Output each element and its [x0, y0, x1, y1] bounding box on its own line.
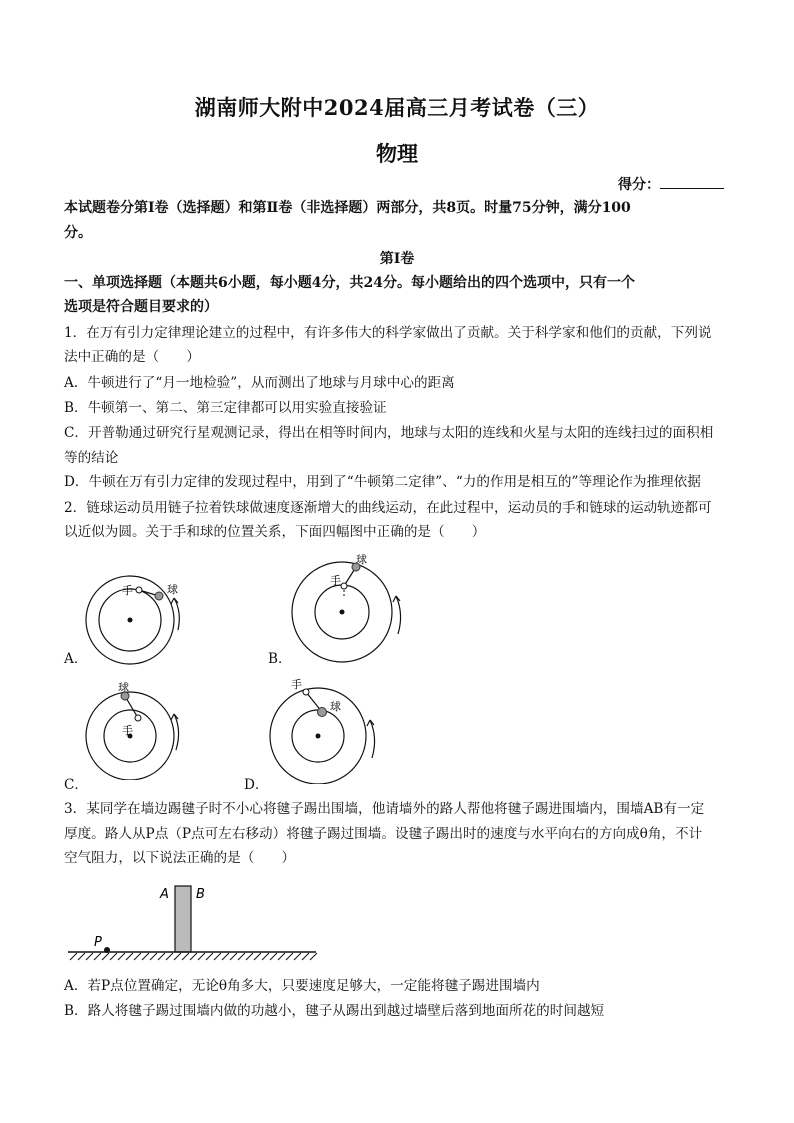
hand-label: 手 [330, 574, 341, 587]
hatch-mark [102, 953, 109, 960]
wall-ab [175, 886, 191, 952]
hatch-mark [246, 953, 253, 960]
hatch-mark [222, 953, 229, 960]
rotation-arrow [396, 596, 401, 634]
q2-figure-b [290, 552, 410, 668]
q3-stem-line-1: 3．某同学在墙边踢毽子时不小心将毽子踢出围墙，他请墙外的路人帮他将毽子踢进围墙内，围墙AB有一定 [64, 801, 705, 817]
center-dot [128, 618, 133, 623]
hatch-mark [182, 953, 189, 960]
q3-stem-line-3: 空气阻力，以下说法正确的是（ ） [64, 850, 296, 866]
point-p [104, 947, 110, 953]
ball-label: 球 [330, 700, 341, 713]
hatch-mark [70, 953, 77, 960]
q1-option-d: D．牛顿在万有引力定律的发现过程中，用到了“牛顿第二定律”、“力的作用是相互的”等理论作为推理依据 [64, 474, 701, 490]
q3-option-b: B．路人将毽子踢过围墙内做的功越小，毽子从踢出到越过墙壁后落到地面所花的时间越短 [64, 1003, 605, 1019]
intro-line-1: 本试题卷分第Ⅰ卷（选择题）和第Ⅱ卷（非选择题）两部分，共8页。时量75分钟，满分100 [64, 200, 631, 216]
q2-stem-line-1: 2．链球运动员用链子拉着铁球做速度逐渐增大的曲线运动，在此过程中，运动员的手和链球的运动轨迹都可 [64, 500, 712, 516]
hatch-mark [190, 953, 197, 960]
q2-figure-c [80, 680, 196, 780]
q3-option-a: A．若P点位置确定，无论θ角多大，只要速度足够大，一定能将毽子踢进围墙内 [64, 978, 540, 994]
section-heading-line-2: 选项是符合题目要求的） [64, 299, 218, 315]
rotation-arrow [174, 598, 179, 630]
center-dot [316, 734, 321, 739]
q2-option-a-label: A． [64, 651, 88, 667]
label-b: B [196, 887, 205, 902]
intro-line-2: 分。 [64, 225, 92, 241]
q1-option-c-line-1: C．开普勒通过研究行星观测记录，得出在相等时间内，地球与太阳的连线和火星与太阳的连线扫过的面积相 [64, 425, 714, 441]
hatch-mark [166, 953, 173, 960]
hatch-mark [310, 953, 317, 960]
q3-stem-line-2: 厚度。路人从P点（P点可左右移动）将毽子踢过围墙。设毽子踢出时的速度与水平向右的方向成θ角，不计 [64, 826, 703, 842]
hatch-mark [118, 953, 125, 960]
hand-label: 手 [291, 678, 302, 691]
hatch-mark [302, 953, 309, 960]
hatch-mark [78, 953, 85, 960]
hatch-mark [142, 953, 149, 960]
q3-figure-wall [64, 876, 320, 966]
ball-point [318, 708, 327, 717]
label-a: A [160, 887, 169, 902]
hatch-mark [214, 953, 221, 960]
ground-hatching [70, 953, 317, 960]
section-title: 第Ⅰ卷 [379, 251, 415, 267]
hatch-mark [230, 953, 237, 960]
rotation-arrow [370, 720, 375, 758]
q1-option-b: B．牛顿第一、第二、第三定律都可以用实验直接验证 [64, 400, 387, 416]
q1-option-a: A．牛顿进行了“月一地检验”，从而测出了地球与月球中心的距离 [64, 375, 455, 391]
hatch-mark [174, 953, 181, 960]
arrow-head [393, 596, 400, 602]
hatch-mark [254, 953, 261, 960]
q2-stem-line-2: 以近似为圆。关于手和球的位置关系，下面四幅图中正确的是（ ） [64, 524, 486, 540]
hatch-mark [270, 953, 277, 960]
ball-label: 球 [167, 583, 178, 596]
hatch-mark [278, 953, 285, 960]
score-field [618, 174, 724, 194]
hatch-mark [206, 953, 213, 960]
hand-label: 手 [122, 724, 133, 737]
hatch-mark [158, 953, 165, 960]
q1-stem-line-1: 1．在万有引力定律理论建立的过程中，有许多伟大的科学家做出了贡献。关于科学家和他们的贡献，下列说 [64, 325, 712, 341]
rotation-arrow [174, 714, 179, 750]
score-label: 得分： [618, 177, 660, 193]
hatch-mark [198, 953, 205, 960]
hatch-mark [110, 953, 117, 960]
ball-point [155, 592, 163, 600]
q1-stem-line-2: 法中正确的是（ ） [64, 349, 200, 365]
arrow-head [171, 714, 178, 720]
center-dot [340, 610, 345, 615]
q2-option-b-label: B． [268, 651, 292, 667]
q2-option-c-label: C． [64, 777, 88, 793]
q2-figure-a [82, 572, 192, 668]
hand-point [135, 715, 141, 721]
hatch-mark [262, 953, 269, 960]
label-p: P [94, 935, 102, 950]
ball-label: 球 [118, 681, 129, 694]
hatch-mark [286, 953, 293, 960]
hatch-mark [94, 953, 101, 960]
hand-point [136, 587, 142, 593]
q1-option-c-line-2: 等的结论 [64, 450, 119, 466]
q2-figure-d [266, 676, 386, 784]
hand-point [341, 583, 347, 589]
section-heading-line-1: 一、单项选择题（本题共6小题，每小题4分，共24分。每小题给出的四个选项中，只有一个 [64, 275, 635, 291]
arrow-head [367, 720, 374, 726]
hatch-mark [126, 953, 133, 960]
hatch-mark [238, 953, 245, 960]
subject-title: 物理 [376, 141, 418, 166]
hatch-mark [134, 953, 141, 960]
hand-point [303, 689, 309, 695]
hatch-mark [294, 953, 301, 960]
q2-option-d-label: D． [244, 777, 269, 793]
hatch-mark [150, 953, 157, 960]
score-blank [660, 176, 724, 189]
ball-label: 球 [356, 553, 367, 566]
hatch-mark [86, 953, 93, 960]
hand-label: 手 [122, 584, 133, 597]
exam-title: 湖南师大附中2024届高三月考试卷（三） [194, 95, 600, 120]
